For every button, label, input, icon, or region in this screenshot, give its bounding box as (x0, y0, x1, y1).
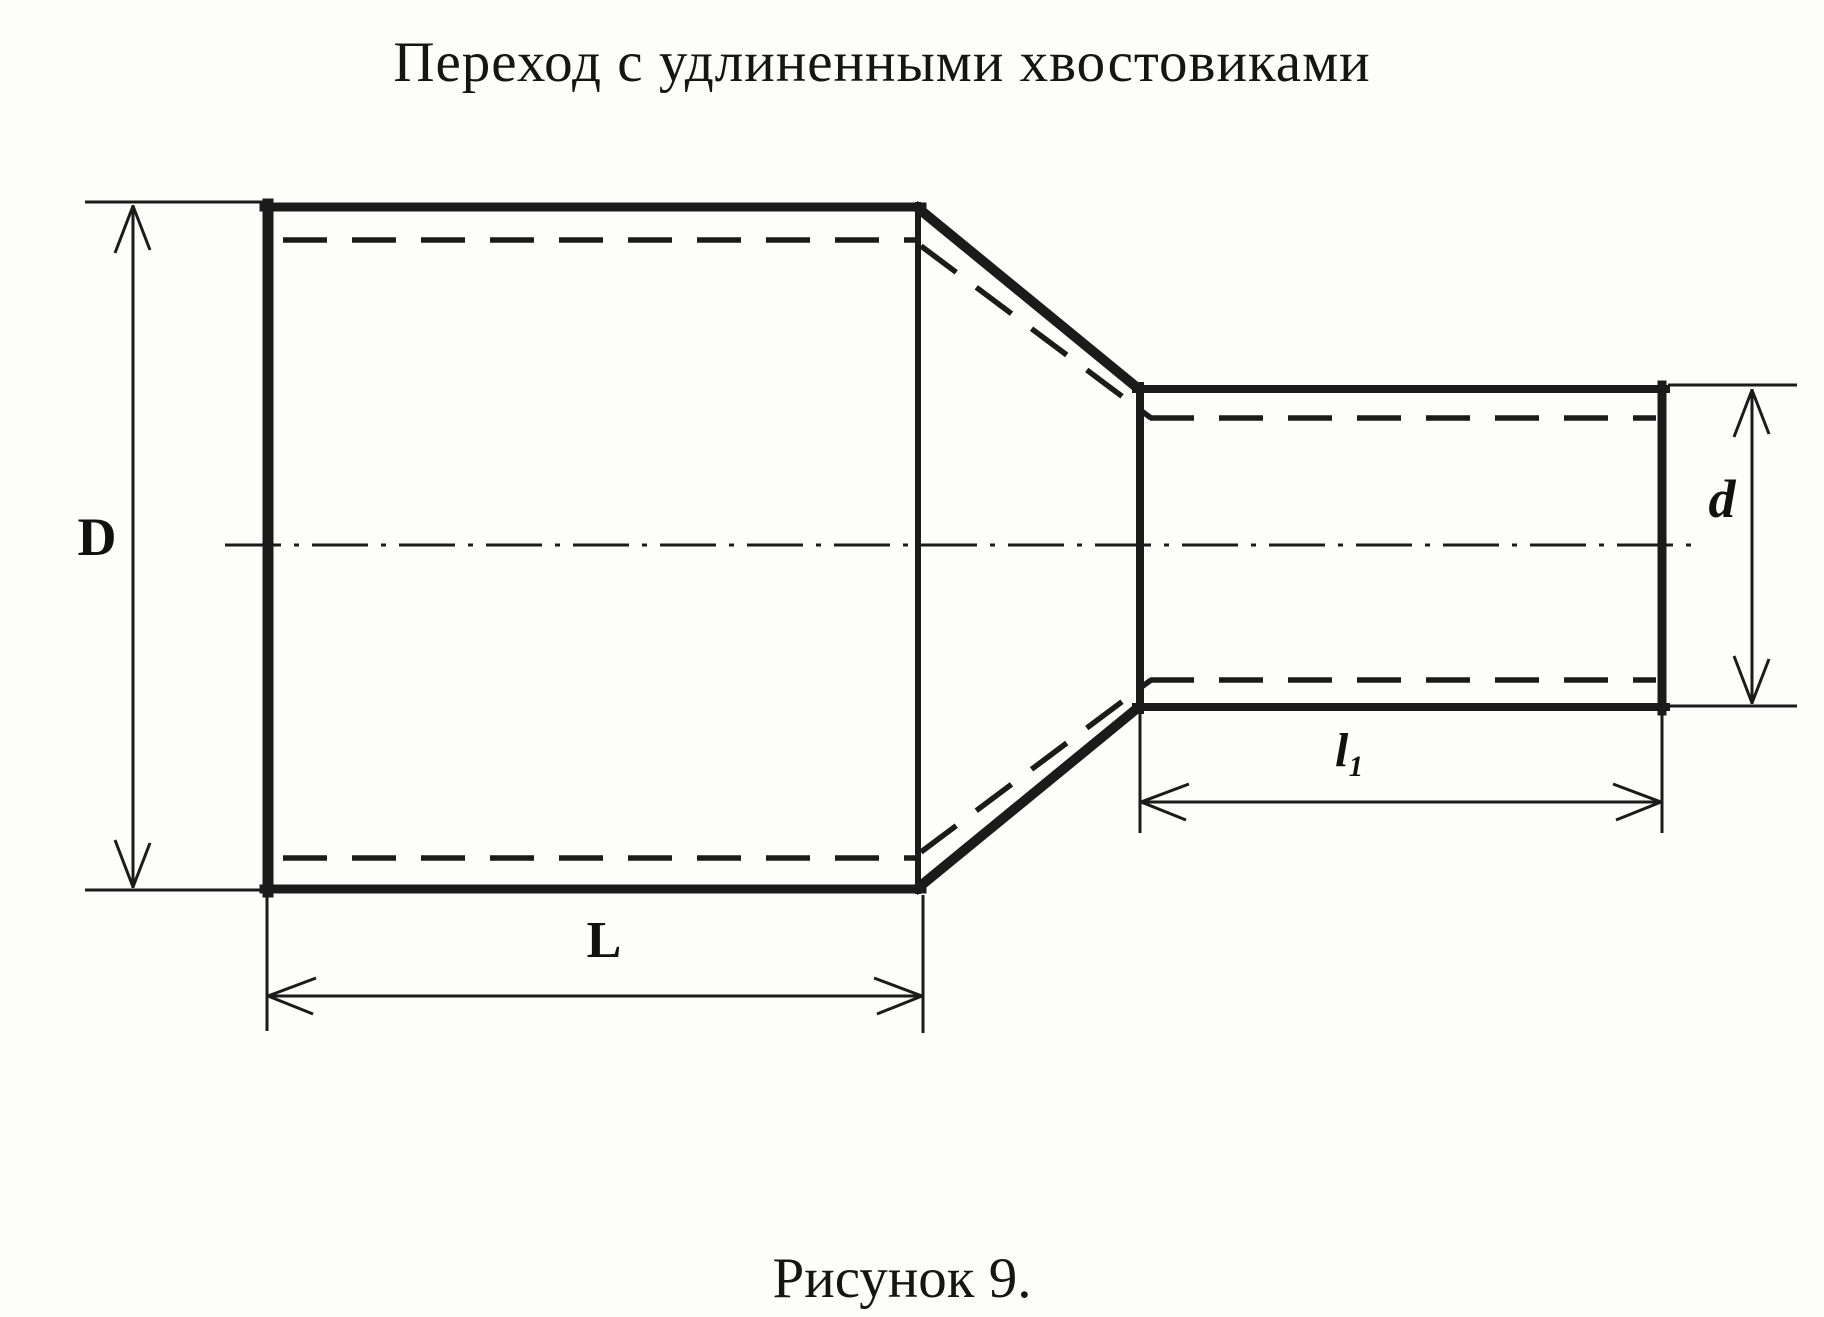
label-diameter-d: d (1708, 469, 1736, 529)
cone-inner-top-dashed (921, 246, 1151, 418)
cone-inner-bottom-dashed (921, 680, 1151, 852)
cone-top-slant (918, 208, 1140, 390)
drawing-title: Переход с удлиненными хвостовиками (393, 31, 1371, 94)
label-length-L: L (586, 912, 622, 969)
label-diameter-D: D (77, 507, 117, 567)
label-length-l1: l₁ (1334, 724, 1366, 777)
dimension-l1 (1140, 712, 1662, 833)
small-pipe-outline (1136, 385, 1666, 711)
cone-outline (918, 208, 1140, 888)
large-pipe-outline (264, 204, 922, 892)
figure-caption: Рисунок 9. (772, 1247, 1032, 1310)
cone-bottom-slant (918, 706, 1140, 888)
hidden-wall-lines (283, 240, 1656, 858)
